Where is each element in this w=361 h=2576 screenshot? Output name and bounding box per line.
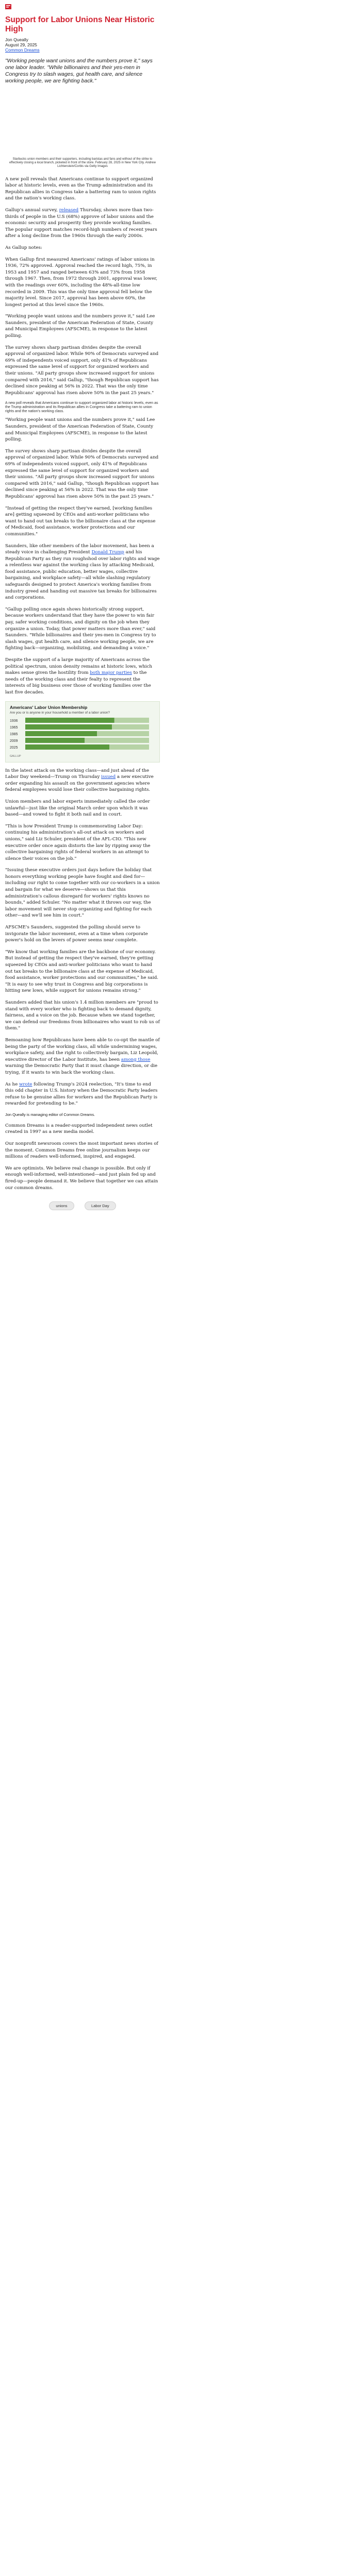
protest-photo [5, 89, 160, 155]
gallup-quote: When Gallup first measured Americans' ratings of labor unions in 1936, 72% approved. Approval reached the record high, 75%, in 1953 and 1957 and ranged between 63% and 73% from 1958 through 1967. Then, from 1972 through 2001, approval was lower, with the readings over 60%, including the 48%-all-time low recorded in 2009. This was the only time approval fell below the majority level. Since 2017, approval has been above 60%, the longest period at this level since the 1960s. [5, 257, 158, 308]
paragraph: As he wrote following Trump's 2024 reelection, "It's time to end this odd chapter in U.S. history when the Democratic Party leaders refuse to be genuine allies for workers and the Republican Party is rewarded for pretending to be." [5, 1081, 158, 1107]
date: August 29, 2025 [5, 42, 37, 47]
paragraph: As Gallup notes: [5, 245, 42, 250]
chart-source: GALLUP [10, 754, 21, 758]
mid-caption: A new poll reveals that Americans continue to support organized labor at historic levels, even as the Trump administration and its Republican allies in Congress take a battering ram to union rights and the nation's working class. [5, 401, 158, 414]
chart-svg [10, 717, 155, 751]
chart-bar [112, 724, 149, 730]
paragraph: Saunders added that his union's 1.4 million members are "proud to stand with every worker who is fighting back to demand dignity, fairness, and a voice on the job. Because when we stand together, we can defend our freedoms from billionaires who want to rob us of them." [5, 999, 160, 1031]
paragraph: AFSCME's Saunders, suggested the polling should serve to invigorate the labor movement, even at a time when corporate power's hold on the levers of power seems near complete. [5, 925, 148, 943]
paragraph: Saunders, like other members of the labor movement, has been a steady voice in challenging President Donald Trump and his Republican Party as they run roughshod over labor rights and wage a relentless war against the working class by attacking Medicaid, food assistance, public education, better wages, collective bargaining, and workplace safety—all while slashing regulatory safeguards designed to protect America's working families from industry greed and handing out massive tax breaks for billionaires and corporations. [5, 543, 160, 601]
common-dreams-logo-icon [5, 4, 11, 9]
author: Jon Queally [5, 37, 28, 42]
chart-subtitle: Are you or is anyone in your household a member of a labor union? [10, 710, 110, 715]
article-meta [5, 37, 160, 53]
paragraph: "Instead of getting the respect they've earned, [working families are] getting squeezed by CEOs and anti-worker politicians who want to hand out tax breaks to the billionaire class at the expense of Medicaid, food assistance, worker protections and our communities." [5, 505, 156, 537]
both-major-parties-link[interactable]: both major parties [90, 670, 132, 676]
about-paragraph: Common Dreams is a reader-supported independent news outlet created in 1997 as a new media model. [5, 1123, 153, 1135]
chart-bar [114, 718, 149, 723]
union-chart [5, 701, 160, 762]
paragraph: In the latest attack on the working class—and just ahead of the Labor Day weekend—Trump on Thursday issued a new executive order expanding his assault on the government agencies where federal employees would lose their collective bargaining rights. [5, 768, 154, 793]
tag-unions[interactable]: unions [49, 1201, 74, 1210]
wrote-link[interactable]: wrote [19, 1081, 32, 1087]
paragraph: "Issuing these executive orders just days before the holiday that honors everything working people have fought and died for—including our right to come together with our co-workers in a union and bargain for what we deserve—shows us that this administration's callous disregard for workers' rights knows no bounds," added Schuler. "No matter what it throws our way, the labor movement will never stop organizing and fighting for each other—and we'll see him in court." [5, 868, 160, 919]
chart-bar [25, 744, 109, 750]
released-link[interactable]: released [59, 207, 79, 213]
tag-labor-day[interactable]: Labor Day [85, 1201, 116, 1210]
tag-list [5, 1200, 160, 1210]
paragraph: "Gallup polling once again shows historically strong support, because workers understand that they have the power to win fair pay, safer working conditions, and dignity on the job when they organize a union. Today, that power matters more than ever," said Saunders. "While billionaires and their yes-men in Congress try to slash wages, gut health care, and silence working people, we are fighting back—organizing, mobilizing, and demanding a voice." [5, 606, 156, 651]
chart-bar [25, 718, 114, 723]
chart-category-label: 1936 [10, 719, 18, 723]
chart-bar [97, 731, 149, 736]
chart-bar [109, 744, 149, 750]
paragraph: The survey shows sharp partisan divides despite the overall approval of organized labor. While 90% of Democrats surveyed and 69% of independents voiced support, only 41% of Republicans expressed the same level of support for organized workers and their unions. "All party groups show increased support for unions compared with 2016," said Gallup, "though Republican support has declined since peaking at 56% in 2022. That was the only time Republicans' approval has risen above 50% in the past 25 years." [5, 345, 159, 396]
donald-trump-link[interactable]: Donald Trump [91, 550, 124, 555]
paragraph: The survey shows sharp partisan divides despite the overall approval of organized labor. While 90% of Democrats surveyed and 69% of independents voiced support, only 41% of Republicans expressed the same level of support for organized workers and their unions. "All party groups show increased support for unions compared with 2016," said Gallup, "though Republican support has declined since peaking at 56% in 2022. That was the only time Republicans' approval has risen above 50% in the past 25 years." [5, 448, 159, 499]
article-title[interactable]: Support for Labor Unions Near Historic High [5, 15, 155, 33]
paragraph: Despite the support of a large majority of Americans across the political spectrum, union density remains at historic lows, which makes sense given the hostility from both major parties to the needs of the working class and their fealty to represent the interests of big business over those of working families over the last five decades. [5, 657, 153, 695]
article-container [5, 9, 160, 1219]
chart-bar [25, 738, 85, 743]
author-bio: Jon Queally is managing editor of Common Dreams. [5, 1112, 95, 1117]
paragraph: Bemoaning how Republicans have been able to co-opt the mantle of being the party of the working class, all while undermining wages, workplace safety, and the right to collectively bargain, Liz Leopold, executive director of the Labor Institute, has been among those warning the Democratic Party that it must change direction, or die trying, if it wants to win back the working class. [5, 1037, 160, 1075]
chart-category-label: 1985 [10, 732, 18, 736]
chart-bar [25, 724, 112, 730]
paragraph: Gallup's annual survey, released Thursday, shows more than two-thirds of people in the U.S (68%) approve of labor unions and the economic security and prosperity they provide working families. The popular support matches record-high numbers of recent years after a long decline from the 1960s through the early 2000s. [5, 207, 157, 239]
paragraph: Union members and labor experts immediately called the order unlawful—just like the original March order upon which it was based—and vowed to fight it both nail and in court. [5, 799, 150, 818]
chart-bar [25, 731, 97, 736]
among-those-link[interactable]: among those [121, 1057, 151, 1062]
issued-link[interactable]: issued [101, 774, 116, 780]
paragraph: "Working people want unions and the numbers prove it," said Lee Saunders, president of the American Federation of State, County and Municipal Employees (AFSCME), in response to the latest polling. [5, 314, 155, 339]
chart-category-label: 2009 [10, 739, 18, 743]
paragraph: "Working people want unions and the numbers prove it," said Lee Saunders, president of the American Federation of State, County and Municipal Employees (AFSCME), in response to the latest polling. [5, 417, 155, 443]
about-paragraph: We are optimists. We believe real change is possible. But only if enough well-informed, well-intentioned—and just plain fed up and fired-up—people demand it. We believe that together we can attain our common dreams. [5, 1165, 158, 1191]
paragraph: "This is how President Trump is commemorating Labor Day: continuing his administration's all-out attack on workers and unions," said Liz Schuler, president of the AFL-CIO. "This new executive order once again distorts the law by ripping away the collective bargaining rights of federal workers in an attempt to silence their voices on the job." [5, 823, 151, 861]
about-paragraph: Our nonprofit newsroom covers the most important news stories of the moment. Common Dreams free online journalism keeps our millions of readers well-informed, inspired, and engaged. [5, 1141, 158, 1160]
paragraph: A new poll reveals that Americans continue to support organized labor at historic levels, even as the Trump administration and its Republican allies in Congress take a battering ram to union rights and the nation's working class. [5, 176, 156, 201]
lead-quote: "Working people want unions and the numbers prove it," says one labor leader. "While billionaires and their yes-men in Congress try to slash wages, gut health care, and silence working people, we are fighting back." [5, 58, 153, 84]
chart-bar [85, 738, 149, 743]
chart-category-label: 2025 [10, 745, 18, 750]
chart-category-label: 1965 [10, 725, 18, 730]
source-link[interactable]: Common Dreams [5, 47, 40, 53]
photo-caption: Starbucks union members and their supporters, including baristas and fans and without of the strike to effectively closing a local branch, picketed in front of the store. February 28, 2025 in New York City. Andrew Lichtenstein/Corbis via Getty Images [9, 158, 156, 168]
paragraph: "We know that working families are the backbone of our economy. But instead of getting the respect they've earned, they're getting squeezed by CEOs and anti-worker politicians who want to hand out tax breaks to the billionaire class at the expense of Medicaid, food assistance, worker protections and our communities," he said. "It is easy to see why trust in Congress and big corporations is hitting new lows, while support for unions remains strong." [5, 949, 159, 994]
chart-title: Americans' Labor Union Membership [10, 704, 88, 710]
